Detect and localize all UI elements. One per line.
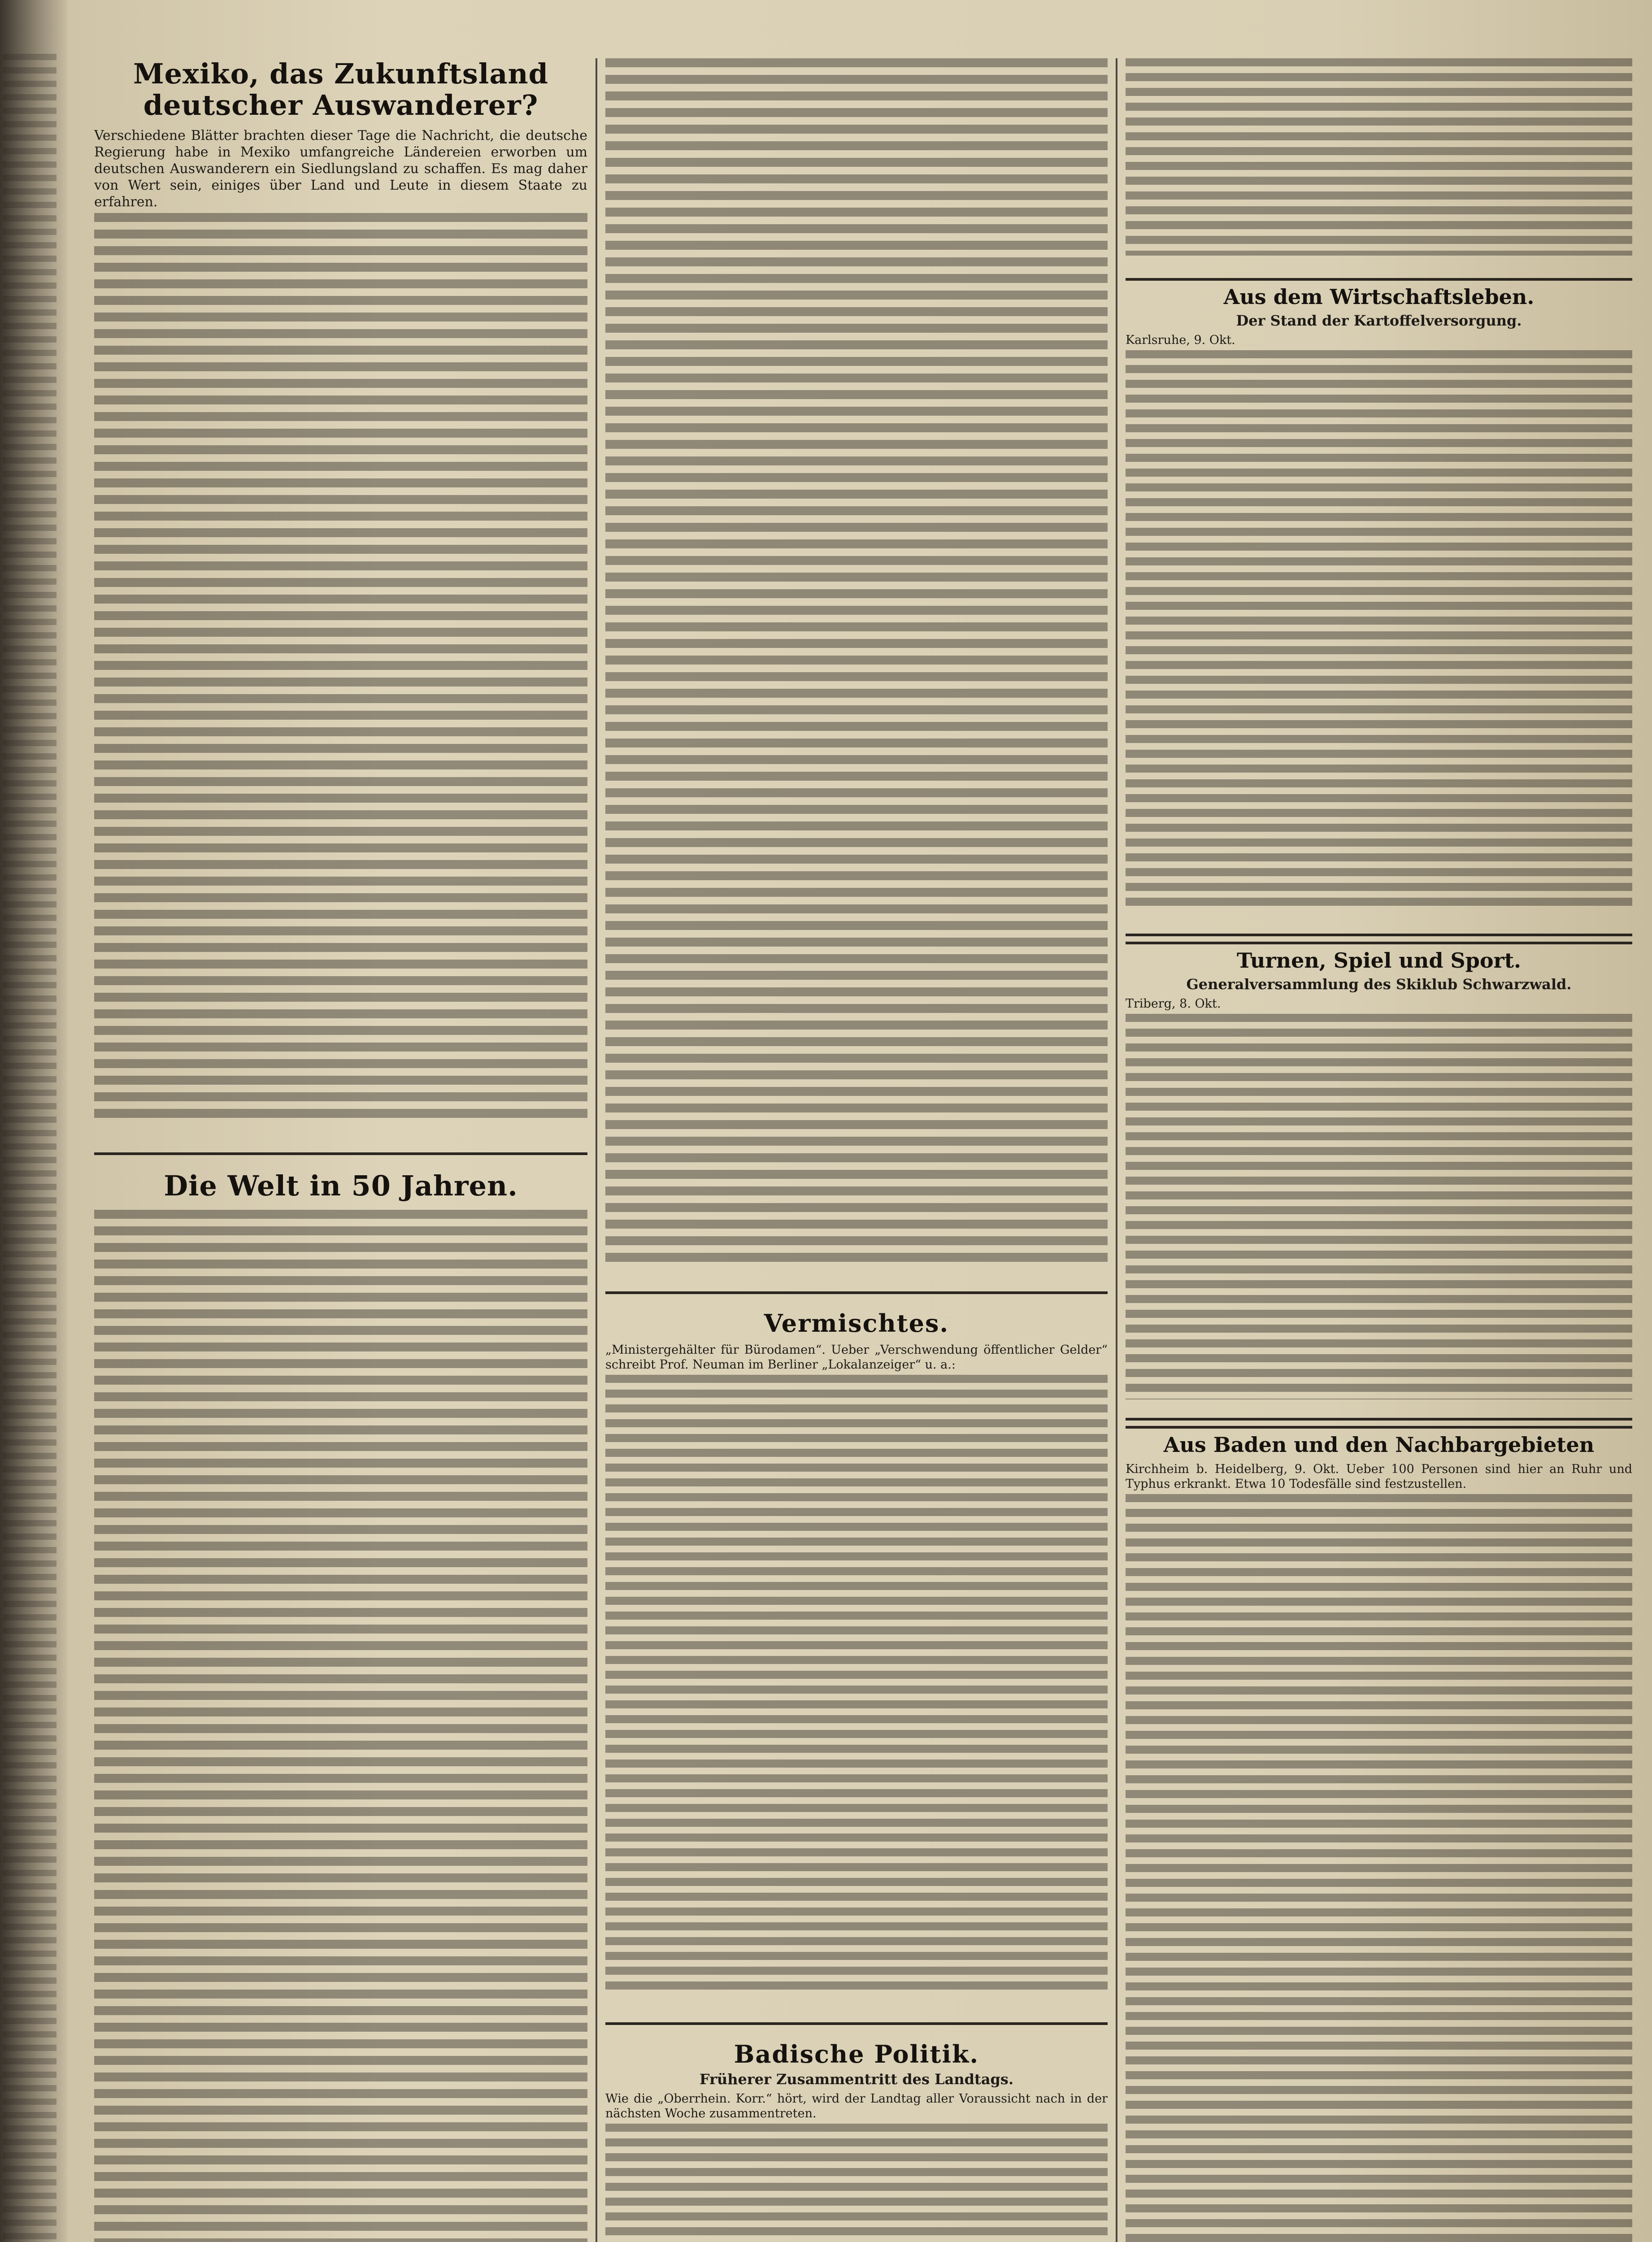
section-divider <box>605 2022 1108 2025</box>
binding-edge <box>0 0 67 2242</box>
article-headline: Die Welt in 50 Jahren. <box>164 1170 518 1202</box>
article-body-illegible <box>94 1210 587 2242</box>
section-divider <box>94 1152 587 1155</box>
article-kicker: Generalversammlung des Skiklub Schwarzwald. <box>1186 976 1572 993</box>
article-welt-in-50-jahren <box>94 1170 587 2242</box>
article-welt-continued <box>605 58 1108 1282</box>
article-body-illegible <box>605 1375 1108 1994</box>
article-body-illegible <box>94 213 587 1119</box>
section-headline: Vermischtes. <box>764 1309 949 1338</box>
newspaper-page <box>67 0 1652 2242</box>
article-kicker: Der Stand der Kartoffelversorgung. <box>1236 312 1522 329</box>
article-body-illegible <box>605 58 1108 1269</box>
article-body-illegible <box>1126 1494 1632 2242</box>
article-body-illegible <box>1126 1014 1632 1399</box>
article-lead: Wie die „Oberrhein. Korr.“ hört, wird der Landtag aller Voraussicht nach in der nächsten Woche zusammentreten. <box>605 2092 1108 2120</box>
article-lead: Karlsruhe, 9. Okt. <box>1126 333 1235 347</box>
column-3 <box>1126 58 1632 2242</box>
column-1 <box>94 58 587 2242</box>
article-body-illegible <box>1126 350 1632 911</box>
article-vermischtes <box>605 1309 1108 2013</box>
article-lead: Verschiedene Blätter brachten dieser Tage die Nachricht, die deutsche Regierung habe in Mexiko umfangreiche Ländereien erworben um deutschen Auswanderern ein Siedlungsland zu schaffen. Es mag daher von Wert sein, einiges über Land und Leute in diesem Staate zu erfahren. <box>94 128 587 210</box>
section-headline: Aus Baden und den Nachbargebieten <box>1163 1433 1595 1457</box>
section-headline: Aus dem Wirtschaftsleben. <box>1223 285 1535 309</box>
article-mexiko <box>94 58 587 1143</box>
section-headline: Badische Politik. <box>734 2040 979 2068</box>
article-badische-politik <box>605 2040 1108 2242</box>
article-body-illegible <box>605 2124 1108 2242</box>
article-headline: Mexiko, das Zukunftsland deutscher Auswanderer? <box>133 58 548 122</box>
article-lead: Triberg, 8. Okt. <box>1126 997 1221 1011</box>
section-divider <box>605 1291 1108 1294</box>
section-headline: Turnen, Spiel und Sport. <box>1236 948 1522 973</box>
adjacent-page-fragment <box>3 54 57 2242</box>
column-rule <box>596 58 597 2242</box>
article-aus-baden <box>1126 1426 1632 2242</box>
article-wirtschaftsleben <box>1126 278 1632 936</box>
column-2 <box>605 58 1108 2242</box>
column-rule <box>1116 58 1117 2242</box>
article-turnen-spiel-sport <box>1126 942 1632 1421</box>
article-kicker: Früherer Zusammentritt des Landtags. <box>699 2071 1014 2088</box>
article-lead: „Ministergehälter für Bürodamen“. Ueber „Verschwendung öffentlicher Gelder“ schreibt Prof. Neuman im Berliner „Lokalanzeiger“ u. a.: <box>605 1343 1108 1372</box>
article-lead: Kirchheim b. Heidelberg, 9. Okt. Ueber 100 Personen sind hier an Ruhr und Typhus erkrankt. Etwa 10 Todesfälle sind festzustellen. <box>1126 1462 1632 1491</box>
article-body-illegible <box>1126 58 1632 256</box>
article-top-continued <box>1126 58 1632 269</box>
